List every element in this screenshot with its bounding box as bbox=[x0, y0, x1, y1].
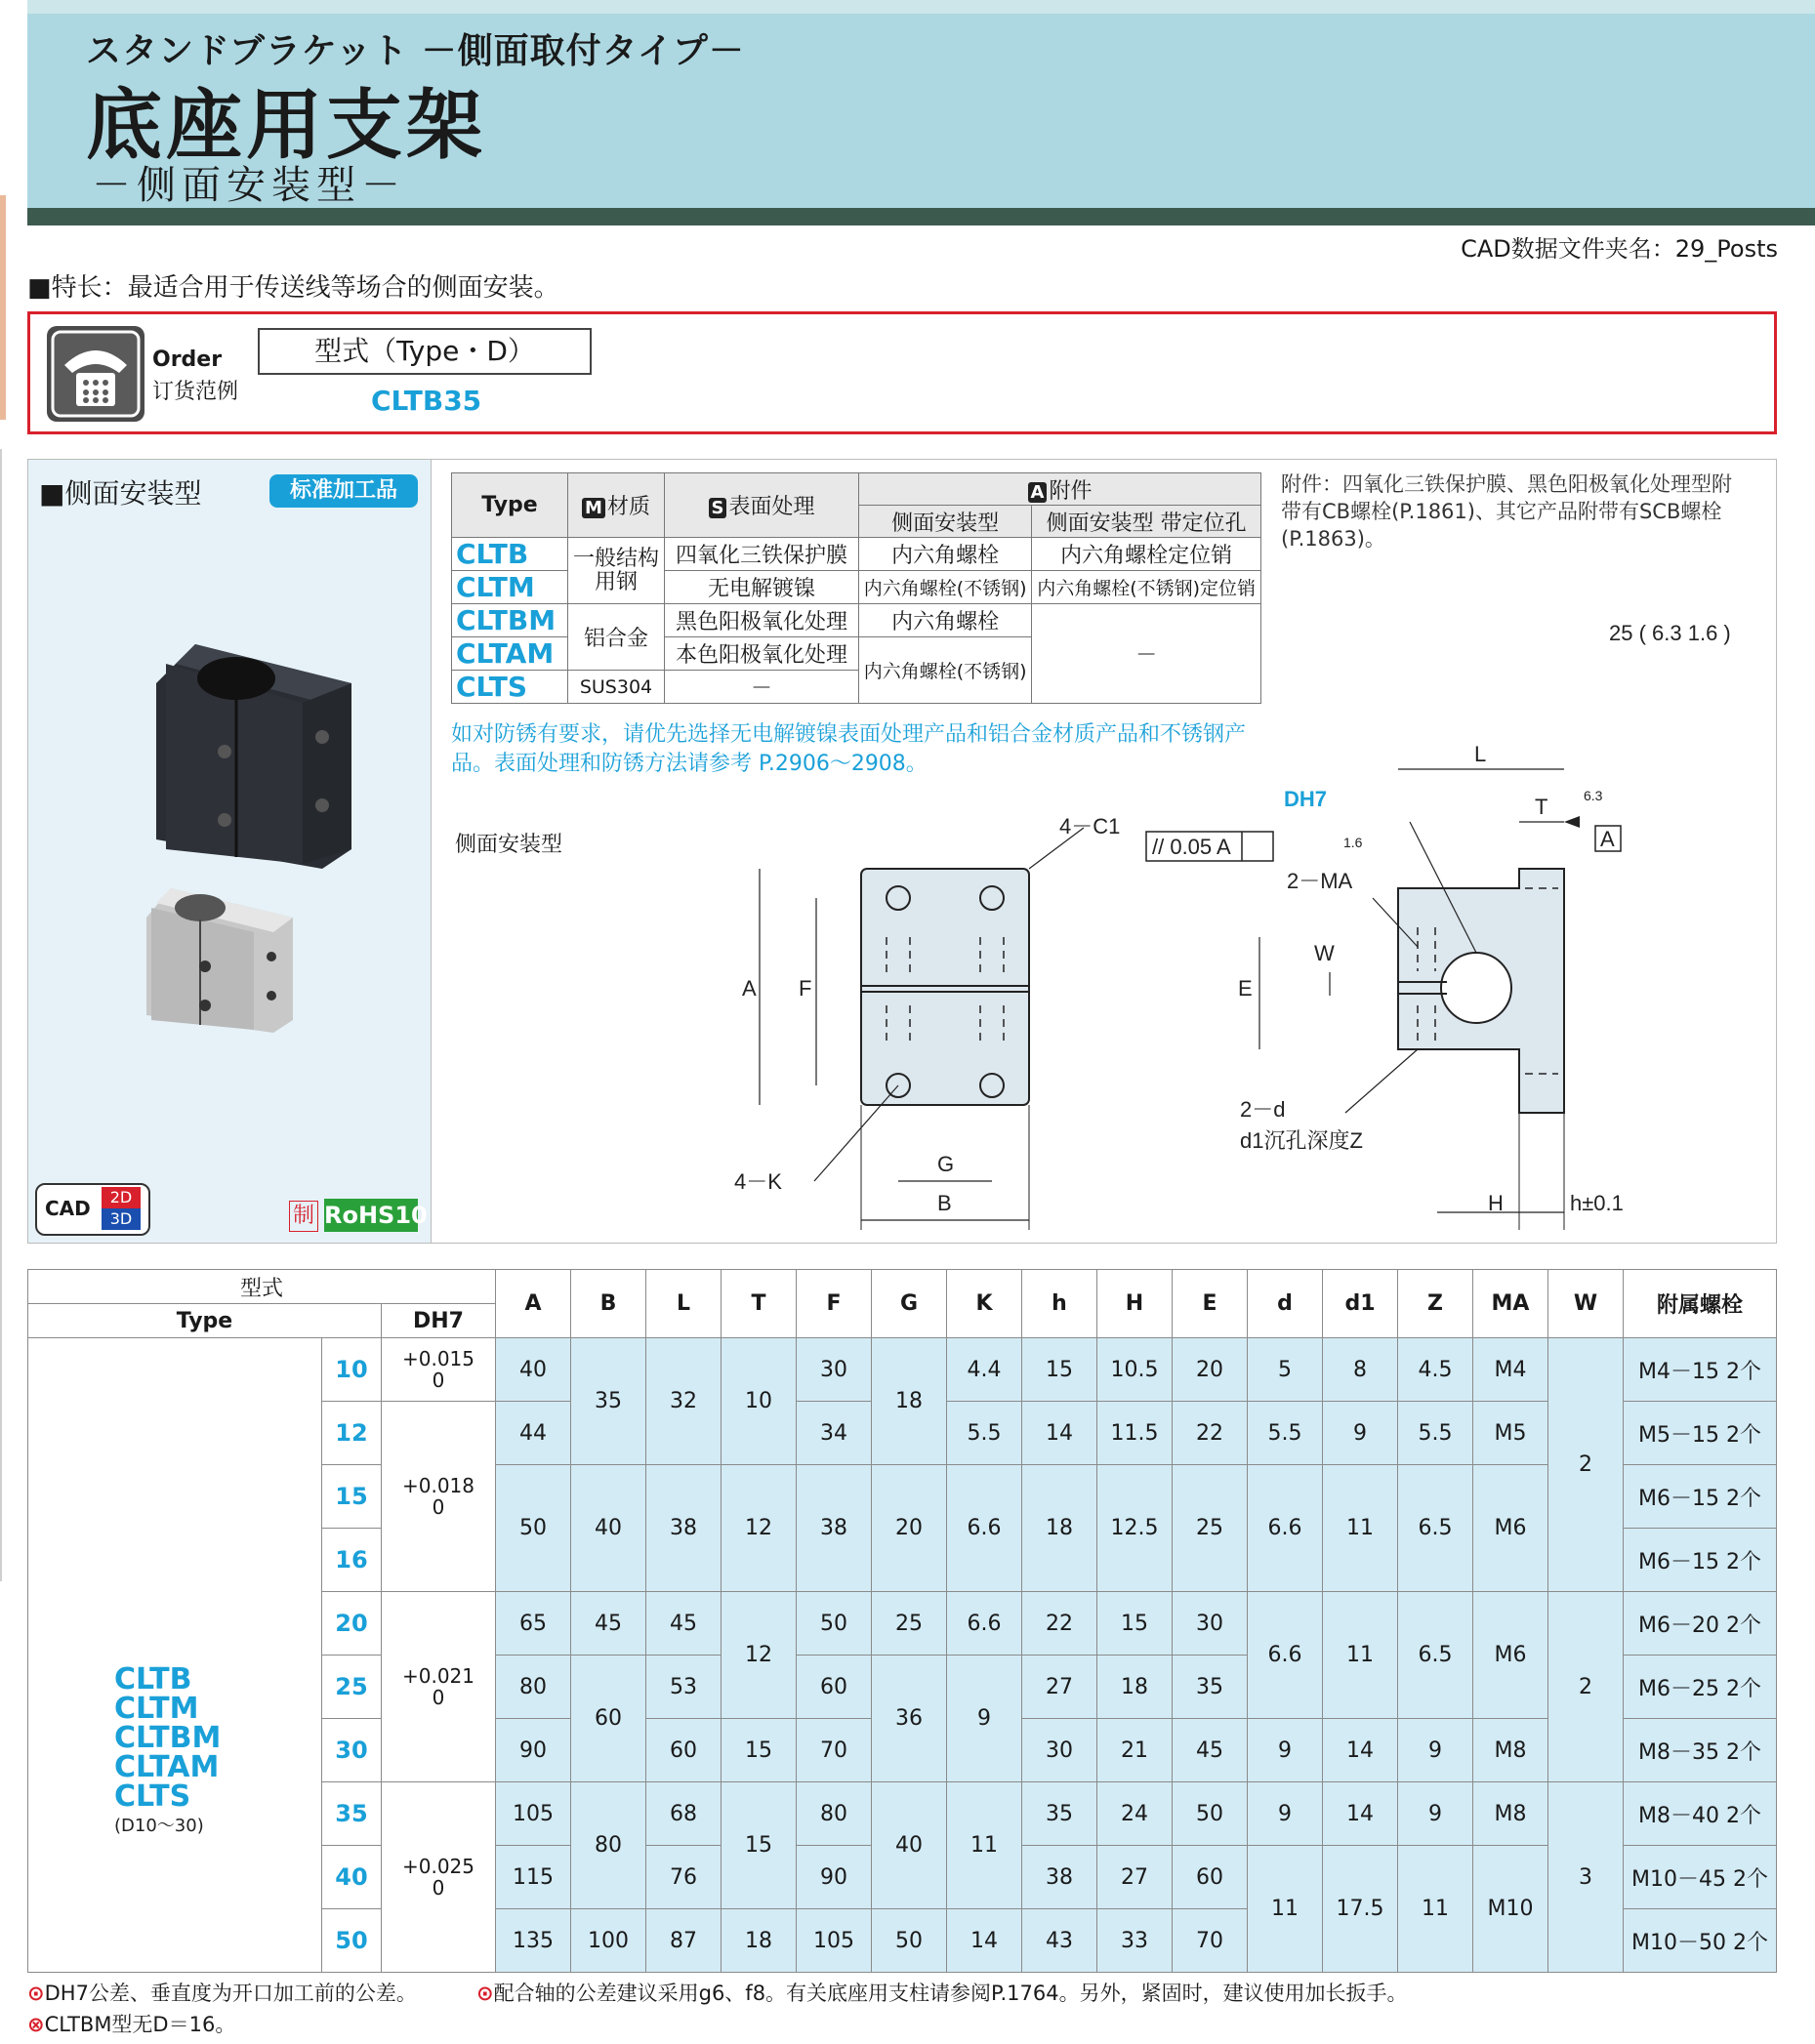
row-d: 30 bbox=[322, 1719, 382, 1782]
row-d: 25 bbox=[322, 1656, 382, 1719]
cell-b: 35 bbox=[571, 1338, 646, 1465]
th-dh7: DH7 bbox=[382, 1304, 496, 1338]
cell-g: 40 bbox=[872, 1782, 947, 1909]
spec-side-pin: － bbox=[1032, 604, 1261, 704]
spec-surface: 本色阳极氧化处理 bbox=[665, 637, 859, 671]
cell-d1: 8 bbox=[1323, 1338, 1398, 1402]
page-title: 底座用支架 bbox=[86, 82, 487, 170]
cell-ma: M10 bbox=[1473, 1846, 1548, 1973]
cell-t: 10 bbox=[722, 1338, 797, 1465]
cell-d1: 9 bbox=[1323, 1402, 1398, 1465]
cell-a: 65 bbox=[496, 1592, 571, 1656]
feature-text: ■特长：最适合用于传送线等场合的侧面安装。 bbox=[27, 273, 559, 303]
cell-d: 6.6 bbox=[1248, 1592, 1323, 1719]
spec-side: 内六角螺栓 bbox=[859, 604, 1032, 637]
product-photo bbox=[127, 625, 371, 1035]
spec-h-type: Type bbox=[452, 473, 568, 538]
th-h-small: h bbox=[1022, 1270, 1097, 1338]
th-model: 型式 bbox=[28, 1270, 496, 1304]
cell-l: 38 bbox=[646, 1465, 722, 1592]
row-tol: +0.021 0 bbox=[382, 1592, 496, 1782]
spec-side: 内六角螺栓(不锈钢) bbox=[859, 637, 1032, 704]
footnote-exception bbox=[27, 2009, 235, 2038]
cell-ma: M6 bbox=[1473, 1592, 1548, 1719]
cell-e: 45 bbox=[1173, 1719, 1248, 1782]
cell-e: 50 bbox=[1173, 1782, 1248, 1846]
spec-h-material-text: 材质 bbox=[606, 495, 650, 519]
cell-h-big: 21 bbox=[1097, 1719, 1173, 1782]
cell-screw: M10－45 2个 bbox=[1624, 1846, 1777, 1909]
cad-folder-name: CAD数据文件夹名：29_Posts bbox=[1461, 235, 1778, 263]
cell-a: 40 bbox=[496, 1338, 571, 1402]
cell-h-small: 35 bbox=[1022, 1782, 1097, 1846]
cell-h-small: 27 bbox=[1022, 1656, 1097, 1719]
datum-a: A bbox=[1600, 827, 1615, 851]
spec-material: 一般结构用钢 bbox=[568, 538, 665, 604]
type-cltb: CLTB bbox=[114, 1661, 192, 1697]
cell-l: 76 bbox=[646, 1846, 722, 1909]
row-d: 35 bbox=[322, 1782, 382, 1846]
row-d: 40 bbox=[322, 1846, 382, 1909]
header-dark-bar bbox=[27, 208, 1815, 225]
cell-d1: 14 bbox=[1323, 1782, 1398, 1846]
note-accessory: 附件：四氧化三铁保护膜、黑色阳极氧化处理型附带有CB螺栓(P.1861)、其它产品附带有SCB螺栓(P.1863)。 bbox=[1281, 472, 1732, 551]
cell-b: 80 bbox=[571, 1782, 646, 1909]
standard-badge: 标准加工品 bbox=[269, 474, 418, 508]
footnote-fit-text: 配合轴的公差建议采用g6、f8。有关底座用支柱请参阅P.1764。另外，紧固时，建议使用加长扳手。 bbox=[493, 1982, 1408, 2005]
cell-k: 6.6 bbox=[947, 1465, 1022, 1592]
cell-f: 30 bbox=[797, 1338, 872, 1402]
cell-d1: 14 bbox=[1323, 1719, 1398, 1782]
th-l: L bbox=[646, 1270, 722, 1338]
cell-g: 18 bbox=[872, 1338, 947, 1465]
spec-h-material bbox=[568, 473, 665, 538]
cell-f: 90 bbox=[797, 1846, 872, 1909]
cell-e: 70 bbox=[1173, 1909, 1248, 1973]
footnote-exception-text: CLTBM型无D＝16。 bbox=[44, 2013, 236, 2036]
cell-ma: M4 bbox=[1473, 1338, 1548, 1402]
cell-a: 105 bbox=[496, 1782, 571, 1846]
cell-g: 50 bbox=[872, 1909, 947, 1973]
cell-t: 18 bbox=[722, 1909, 797, 1973]
cell-g: 25 bbox=[872, 1592, 947, 1656]
cross-icon: ⊗ bbox=[27, 2013, 45, 2036]
parallelism-label: // 0.05 A bbox=[1152, 835, 1231, 859]
row-tol: +0.015 0 bbox=[382, 1338, 496, 1402]
cell-h-big: 33 bbox=[1097, 1909, 1173, 1973]
th-w: W bbox=[1548, 1270, 1624, 1338]
ma-label: 2－MA bbox=[1287, 869, 1353, 893]
cell-b: 40 bbox=[571, 1465, 646, 1592]
row-d: 15 bbox=[322, 1465, 382, 1529]
row-d: 10 bbox=[322, 1338, 382, 1402]
cad-2d: 2D bbox=[102, 1187, 141, 1208]
cell-b: 60 bbox=[571, 1656, 646, 1782]
cell-g: 20 bbox=[872, 1465, 947, 1592]
cell-l: 32 bbox=[646, 1338, 722, 1465]
footnote-tolerance bbox=[27, 1978, 417, 2007]
made-mark: 制 bbox=[289, 1201, 318, 1232]
cell-h-small: 14 bbox=[1022, 1402, 1097, 1465]
order-label-en: Order bbox=[152, 347, 223, 372]
cell-t: 12 bbox=[722, 1592, 797, 1719]
cell-h-small: 22 bbox=[1022, 1592, 1097, 1656]
cell-screw: M6－25 2个 bbox=[1624, 1656, 1777, 1719]
cell-l: 87 bbox=[646, 1909, 722, 1973]
cell-f: 105 bbox=[797, 1909, 872, 1973]
cell-k: 11 bbox=[947, 1782, 1022, 1909]
footnote-fit bbox=[476, 1978, 1408, 2007]
side-mount-label: 侧面安装型 bbox=[455, 833, 563, 857]
cell-d1: 11 bbox=[1323, 1465, 1398, 1592]
info-icon: ⊙ bbox=[27, 1982, 45, 2005]
cell-l: 60 bbox=[646, 1719, 722, 1782]
cell-f: 50 bbox=[797, 1592, 872, 1656]
spec-type: CLTS bbox=[452, 671, 568, 704]
cell-screw: M4－15 2个 bbox=[1624, 1338, 1777, 1402]
cell-screw: M6－15 2个 bbox=[1624, 1529, 1777, 1592]
cell-k: 14 bbox=[947, 1909, 1022, 1973]
cell-t: 12 bbox=[722, 1465, 797, 1592]
phone-icon bbox=[47, 326, 144, 422]
d-label: 2－d bbox=[1240, 1097, 1286, 1122]
left-edge-stripe bbox=[0, 195, 6, 420]
row-d: 50 bbox=[322, 1909, 382, 1973]
cell-d: 9 bbox=[1248, 1782, 1323, 1846]
th-type: Type bbox=[28, 1304, 382, 1338]
cell-d: 5.5 bbox=[1248, 1402, 1323, 1465]
cell-h-big: 18 bbox=[1097, 1656, 1173, 1719]
spec-h-accessory bbox=[859, 473, 1261, 506]
cell-w: 3 bbox=[1548, 1782, 1624, 1973]
cell-h-small: 18 bbox=[1022, 1465, 1097, 1592]
spec-type: CLTBM bbox=[452, 604, 568, 637]
cell-e: 60 bbox=[1173, 1846, 1248, 1909]
cell-d1: 17.5 bbox=[1323, 1846, 1398, 1973]
dim-h-small: h±0.1 bbox=[1570, 1191, 1624, 1215]
k-label: 4－K bbox=[734, 1169, 782, 1194]
cell-k: 6.6 bbox=[947, 1592, 1022, 1656]
spec-h-side-pin: 侧面安装型 带定位孔 bbox=[1032, 506, 1261, 538]
spec-h-accessory-text: 附件 bbox=[1049, 478, 1093, 504]
cad-label: CAD bbox=[45, 1197, 91, 1220]
dim-w: W bbox=[1314, 941, 1335, 965]
row-d: 20 bbox=[322, 1592, 382, 1656]
cell-f: 38 bbox=[797, 1465, 872, 1592]
spec-side: 内六角螺栓 bbox=[859, 538, 1032, 571]
footnote-tolerance-text: DH7公差、垂直度为开口加工前的公差。 bbox=[44, 1982, 417, 2005]
th-d: d bbox=[1248, 1270, 1323, 1338]
cell-a: 44 bbox=[496, 1402, 571, 1465]
cell-e: 25 bbox=[1173, 1465, 1248, 1592]
cell-d1: 11 bbox=[1323, 1592, 1398, 1719]
dim-g: G bbox=[937, 1152, 955, 1176]
spec-side-pin: 内六角螺栓定位销 bbox=[1032, 538, 1261, 571]
dh7-label: DH7 bbox=[1284, 787, 1328, 811]
order-type-box: 型式（Type・D） bbox=[258, 328, 592, 375]
spec-h-surface-text: 表面处理 bbox=[728, 495, 815, 519]
cell-t: 15 bbox=[722, 1719, 797, 1782]
cad-3d: 3D bbox=[102, 1208, 141, 1230]
spec-side-pin: 内六角螺栓(不锈钢)定位销 bbox=[1032, 571, 1261, 604]
type-cltbm: CLTBM bbox=[114, 1720, 222, 1755]
row-tol: +0.018 0 bbox=[382, 1402, 496, 1592]
cell-d: 11 bbox=[1248, 1846, 1323, 1973]
cell-d: 5 bbox=[1248, 1338, 1323, 1402]
th-t: T bbox=[722, 1270, 797, 1338]
chamfer-label: 4－C1 bbox=[1059, 814, 1121, 838]
spec-surface: 无电解镀镍 bbox=[665, 571, 859, 604]
cell-screw: M8－40 2个 bbox=[1624, 1782, 1777, 1846]
spec-material: 铝合金 bbox=[568, 604, 665, 671]
surface-badge: S bbox=[709, 498, 727, 518]
cell-a: 115 bbox=[496, 1846, 571, 1909]
cad-badge bbox=[35, 1183, 150, 1236]
spec-side: 内六角螺栓(不锈钢) bbox=[859, 571, 1032, 604]
cell-k: 9 bbox=[947, 1656, 1022, 1782]
th-a: A bbox=[496, 1270, 571, 1338]
cell-z: 11 bbox=[1398, 1846, 1473, 1973]
cell-h-small: 43 bbox=[1022, 1909, 1097, 1973]
cell-z: 9 bbox=[1398, 1782, 1473, 1846]
cell-h-small: 15 bbox=[1022, 1338, 1097, 1402]
material-badge: M bbox=[582, 498, 605, 518]
dim-e: E bbox=[1238, 976, 1253, 1001]
cell-t: 15 bbox=[722, 1782, 797, 1909]
dim-b: B bbox=[937, 1191, 952, 1215]
cell-screw: M6－15 2个 bbox=[1624, 1465, 1777, 1529]
cell-ma: M8 bbox=[1473, 1782, 1548, 1846]
cell-b: 45 bbox=[571, 1592, 646, 1656]
spec-h-surface bbox=[665, 473, 859, 538]
th-e: E bbox=[1173, 1270, 1248, 1338]
cell-k: 4.4 bbox=[947, 1338, 1022, 1402]
cell-z: 4.5 bbox=[1398, 1338, 1473, 1402]
roughness-symbol: 25 ( 6.3 1.6 ) bbox=[1609, 621, 1731, 645]
type-list bbox=[28, 1338, 322, 1973]
cell-h-big: 10.5 bbox=[1097, 1338, 1173, 1402]
spec-h-side: 侧面安装型 bbox=[859, 506, 1032, 538]
cell-k: 5.5 bbox=[947, 1402, 1022, 1465]
row-d: 12 bbox=[322, 1402, 382, 1465]
cell-f: 80 bbox=[797, 1782, 872, 1846]
cell-a: 50 bbox=[496, 1465, 571, 1592]
cell-ma: M8 bbox=[1473, 1719, 1548, 1782]
cell-e: 35 bbox=[1173, 1656, 1248, 1719]
dim-h-big: H bbox=[1488, 1191, 1504, 1215]
th-d1: d1 bbox=[1323, 1270, 1398, 1338]
cell-l: 53 bbox=[646, 1656, 722, 1719]
cell-w: 2 bbox=[1548, 1338, 1624, 1592]
spec-surface: － bbox=[665, 671, 859, 704]
cell-screw: M6－20 2个 bbox=[1624, 1592, 1777, 1656]
cell-a: 80 bbox=[496, 1656, 571, 1719]
spec-type: CLTAM bbox=[452, 637, 568, 671]
cell-e: 20 bbox=[1173, 1338, 1248, 1402]
cell-screw: M10－50 2个 bbox=[1624, 1909, 1777, 1973]
dim-f: F bbox=[799, 976, 812, 1001]
cell-f: 70 bbox=[797, 1719, 872, 1782]
cell-g: 36 bbox=[872, 1656, 947, 1782]
cell-screw: M5－15 2个 bbox=[1624, 1402, 1777, 1465]
cell-ma: M5 bbox=[1473, 1402, 1548, 1465]
cell-z: 5.5 bbox=[1398, 1402, 1473, 1465]
accessory-badge: A bbox=[1028, 482, 1048, 503]
technical-drawing bbox=[432, 605, 1777, 1240]
roughness-63: 6.3 bbox=[1584, 788, 1603, 803]
th-ma: MA bbox=[1473, 1270, 1548, 1338]
cell-h-big: 15 bbox=[1097, 1592, 1173, 1656]
th-screw: 附属螺栓 bbox=[1624, 1270, 1777, 1338]
th-b: B bbox=[571, 1270, 646, 1338]
dimension-table bbox=[27, 1269, 1777, 1973]
cell-d: 6.6 bbox=[1248, 1465, 1323, 1592]
type-clts: CLTS bbox=[114, 1778, 191, 1814]
cell-z: 6.5 bbox=[1398, 1465, 1473, 1592]
cell-h-big: 24 bbox=[1097, 1782, 1173, 1846]
cell-ma: M6 bbox=[1473, 1465, 1548, 1592]
d1-label: d1沉孔深度Z bbox=[1240, 1128, 1363, 1153]
cell-screw: M8－35 2个 bbox=[1624, 1719, 1777, 1782]
cell-z: 6.5 bbox=[1398, 1592, 1473, 1719]
th-g: G bbox=[872, 1270, 947, 1338]
roughness-16: 1.6 bbox=[1343, 835, 1363, 850]
types-note: (D10～30) bbox=[114, 1815, 204, 1836]
cell-h-big: 27 bbox=[1097, 1846, 1173, 1909]
cell-z: 9 bbox=[1398, 1719, 1473, 1782]
panel-title: ■侧面安装型 bbox=[39, 477, 202, 510]
dim-a: A bbox=[742, 976, 757, 1001]
page-subtitle: －侧面安装型－ bbox=[92, 163, 406, 208]
spec-type: CLTM bbox=[452, 571, 568, 604]
cell-h-small: 30 bbox=[1022, 1719, 1097, 1782]
info-icon: ⊙ bbox=[476, 1982, 494, 2005]
note-rust: 如对防锈有要求，请优先选择无电解镀镍表面处理产品和铝合金材质产品和不锈钢产品。表面处理和防锈方法请参考 P.2906～2908。 bbox=[451, 722, 1247, 776]
order-model: CLTB35 bbox=[371, 385, 482, 417]
cell-h-small: 38 bbox=[1022, 1846, 1097, 1909]
cell-b: 100 bbox=[571, 1909, 646, 1973]
spec-material: SUS304 bbox=[568, 671, 665, 704]
cell-a: 135 bbox=[496, 1909, 571, 1973]
cell-e: 30 bbox=[1173, 1592, 1248, 1656]
th-h-big: H bbox=[1097, 1270, 1173, 1338]
header-top-band bbox=[27, 0, 1815, 14]
japanese-title: スタンドブラケット －側面取付タイプ－ bbox=[86, 31, 745, 71]
cell-f: 60 bbox=[797, 1656, 872, 1719]
cell-l: 68 bbox=[646, 1782, 722, 1846]
rohs-badge: RoHS10 bbox=[324, 1199, 418, 1232]
order-label-cn: 订货范例 bbox=[152, 380, 239, 404]
th-z: Z bbox=[1398, 1270, 1473, 1338]
left-edge-line bbox=[0, 449, 2, 1581]
spec-surface: 黑色阳极氧化处理 bbox=[665, 604, 859, 637]
type-cltam: CLTAM bbox=[114, 1749, 220, 1784]
cell-w: 2 bbox=[1548, 1592, 1624, 1782]
cell-a: 90 bbox=[496, 1719, 571, 1782]
th-f: F bbox=[797, 1270, 872, 1338]
row-tol: +0.025 0 bbox=[382, 1782, 496, 1973]
th-k: K bbox=[947, 1270, 1022, 1338]
spec-type: CLTB bbox=[452, 538, 568, 571]
cell-h-big: 11.5 bbox=[1097, 1402, 1173, 1465]
cell-e: 22 bbox=[1173, 1402, 1248, 1465]
row-d: 16 bbox=[322, 1529, 382, 1592]
cell-f: 34 bbox=[797, 1402, 872, 1465]
type-cltm: CLTM bbox=[114, 1691, 199, 1726]
dim-l: L bbox=[1474, 742, 1487, 766]
spec-surface: 四氧化三铁保护膜 bbox=[665, 538, 859, 571]
cell-d: 9 bbox=[1248, 1719, 1323, 1782]
cell-h-big: 12.5 bbox=[1097, 1465, 1173, 1592]
cell-l: 45 bbox=[646, 1592, 722, 1656]
dim-t: T bbox=[1535, 795, 1548, 819]
